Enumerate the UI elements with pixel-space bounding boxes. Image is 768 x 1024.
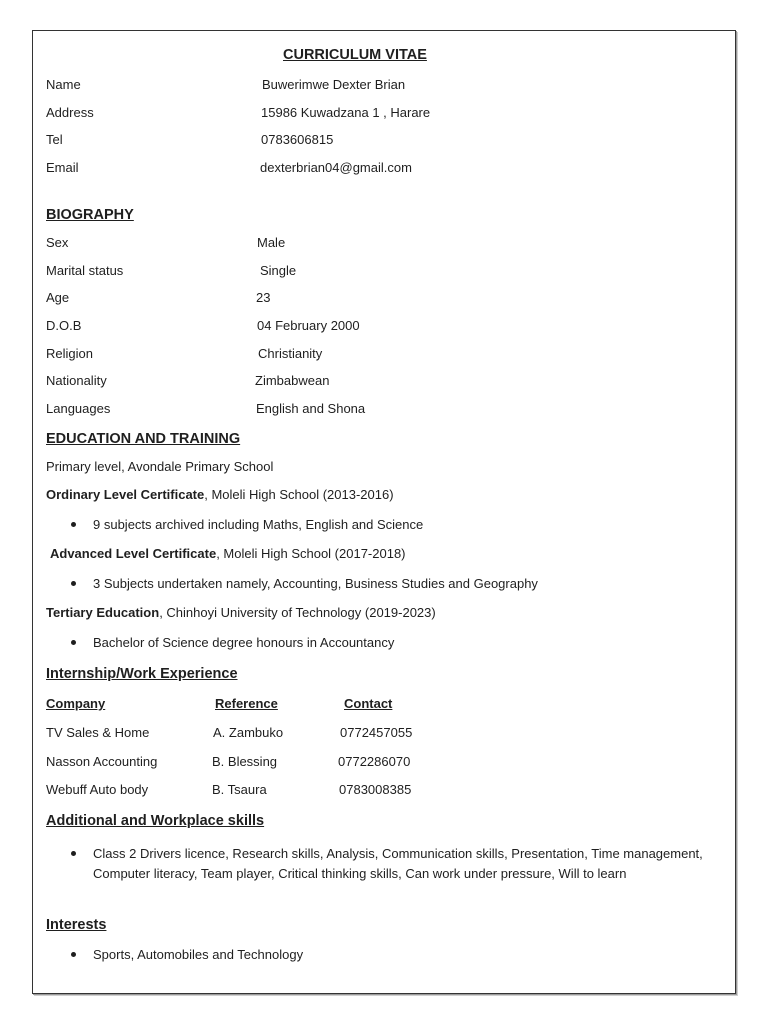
experience-cell-company: Nasson Accounting xyxy=(46,754,158,769)
experience-heading: Internship/Work Experience xyxy=(46,666,238,682)
bio-label-marital-status: Marital status xyxy=(46,263,124,278)
bio-value-languages: English and Shona xyxy=(256,401,366,416)
contact-label-name: Name xyxy=(46,77,81,92)
bio-label-nationality: Nationality xyxy=(46,373,107,388)
education-item-advanced xyxy=(50,546,406,562)
bio-value-nationality: Zimbabwean xyxy=(255,373,330,388)
education-bullet-text: Bachelor of Science degree honours in Accountancy xyxy=(93,635,395,650)
education-item-title: Advanced Level Certificate xyxy=(50,546,217,561)
education-bullet-text: 9 subjects archived including Maths, English and Science xyxy=(93,517,424,532)
experience-cell-reference: A. Zambuko xyxy=(213,725,284,740)
skills-text: Class 2 Drivers licence, Research skills, Analysis, Communication skills, Presentation, Time management, Computer literacy, Team player, Critical thinking skills, Can work under pressure, Will to learn xyxy=(93,846,703,881)
document-title: CURRICULUM VITAE xyxy=(283,47,427,63)
education-heading: EDUCATION AND TRAINING xyxy=(46,431,241,447)
education-primary: Primary level, Avondale Primary School xyxy=(46,459,274,474)
bio-value-dob: 04 February 2000 xyxy=(257,318,360,333)
education-item-detail: , Chinhoyi University of Technology (2019-2023) xyxy=(159,605,436,620)
education-item-tertiary xyxy=(46,605,436,621)
contact-label-tel: Tel xyxy=(46,132,63,147)
experience-cell-company: Webuff Auto body xyxy=(46,782,149,797)
contact-label-email: Email xyxy=(46,160,79,175)
bio-value-marital-status: Single xyxy=(260,263,297,278)
biography-heading: BIOGRAPHY xyxy=(46,207,134,223)
bio-label-age: Age xyxy=(46,290,70,305)
education-item-detail: , Moleli High School (2017-2018) xyxy=(216,546,406,561)
education-bullet-text: 3 Subjects undertaken namely, Accounting, Business Studies and Geography xyxy=(93,576,538,591)
experience-col-reference: Reference xyxy=(215,696,278,711)
bio-label-religion: Religion xyxy=(46,346,93,361)
experience-cell-contact: 0783008385 xyxy=(339,782,412,797)
contact-value-address: 15986 Kuwadzana 1 , Harare xyxy=(261,105,431,120)
experience-cell-contact: 0772457055 xyxy=(340,725,413,740)
contact-value-name: Buwerimwe Dexter Brian xyxy=(262,77,406,92)
contact-label-address: Address xyxy=(46,105,94,120)
contact-value-tel: 0783606815 xyxy=(261,132,334,147)
bio-value-age: 23 xyxy=(256,290,271,305)
bio-value-sex: Male xyxy=(257,235,286,250)
bio-label-languages: Languages xyxy=(46,401,111,416)
interests-heading: Interests xyxy=(46,917,107,933)
bio-value-religion: Christianity xyxy=(258,346,323,361)
bio-label-dob: D.O.B xyxy=(46,318,82,333)
education-item-ordinary xyxy=(46,487,394,503)
education-item-title: Ordinary Level Certificate xyxy=(46,487,205,502)
bullet-icon xyxy=(71,522,76,527)
education-item-title: Tertiary Education xyxy=(46,605,160,620)
bullet-icon xyxy=(71,640,76,645)
bio-label-sex: Sex xyxy=(46,235,69,250)
bullet-icon xyxy=(71,952,76,957)
contact-value-email: dexterbrian04@gmail.com xyxy=(260,160,412,175)
education-item-detail: , Moleli High School (2013-2016) xyxy=(204,487,394,502)
experience-cell-reference: B. Blessing xyxy=(212,754,278,769)
experience-col-contact: Contact xyxy=(344,696,393,711)
bullet-icon xyxy=(71,851,76,856)
interests-text: Sports, Automobiles and Technology xyxy=(93,947,304,962)
experience-col-company: Company xyxy=(46,696,106,711)
bullet-icon xyxy=(71,581,76,586)
experience-cell-company: TV Sales & Home xyxy=(46,725,150,740)
experience-cell-reference: B. Tsaura xyxy=(212,782,267,797)
skills-heading: Additional and Workplace skills xyxy=(46,813,265,829)
experience-cell-contact: 0772286070 xyxy=(338,754,411,769)
